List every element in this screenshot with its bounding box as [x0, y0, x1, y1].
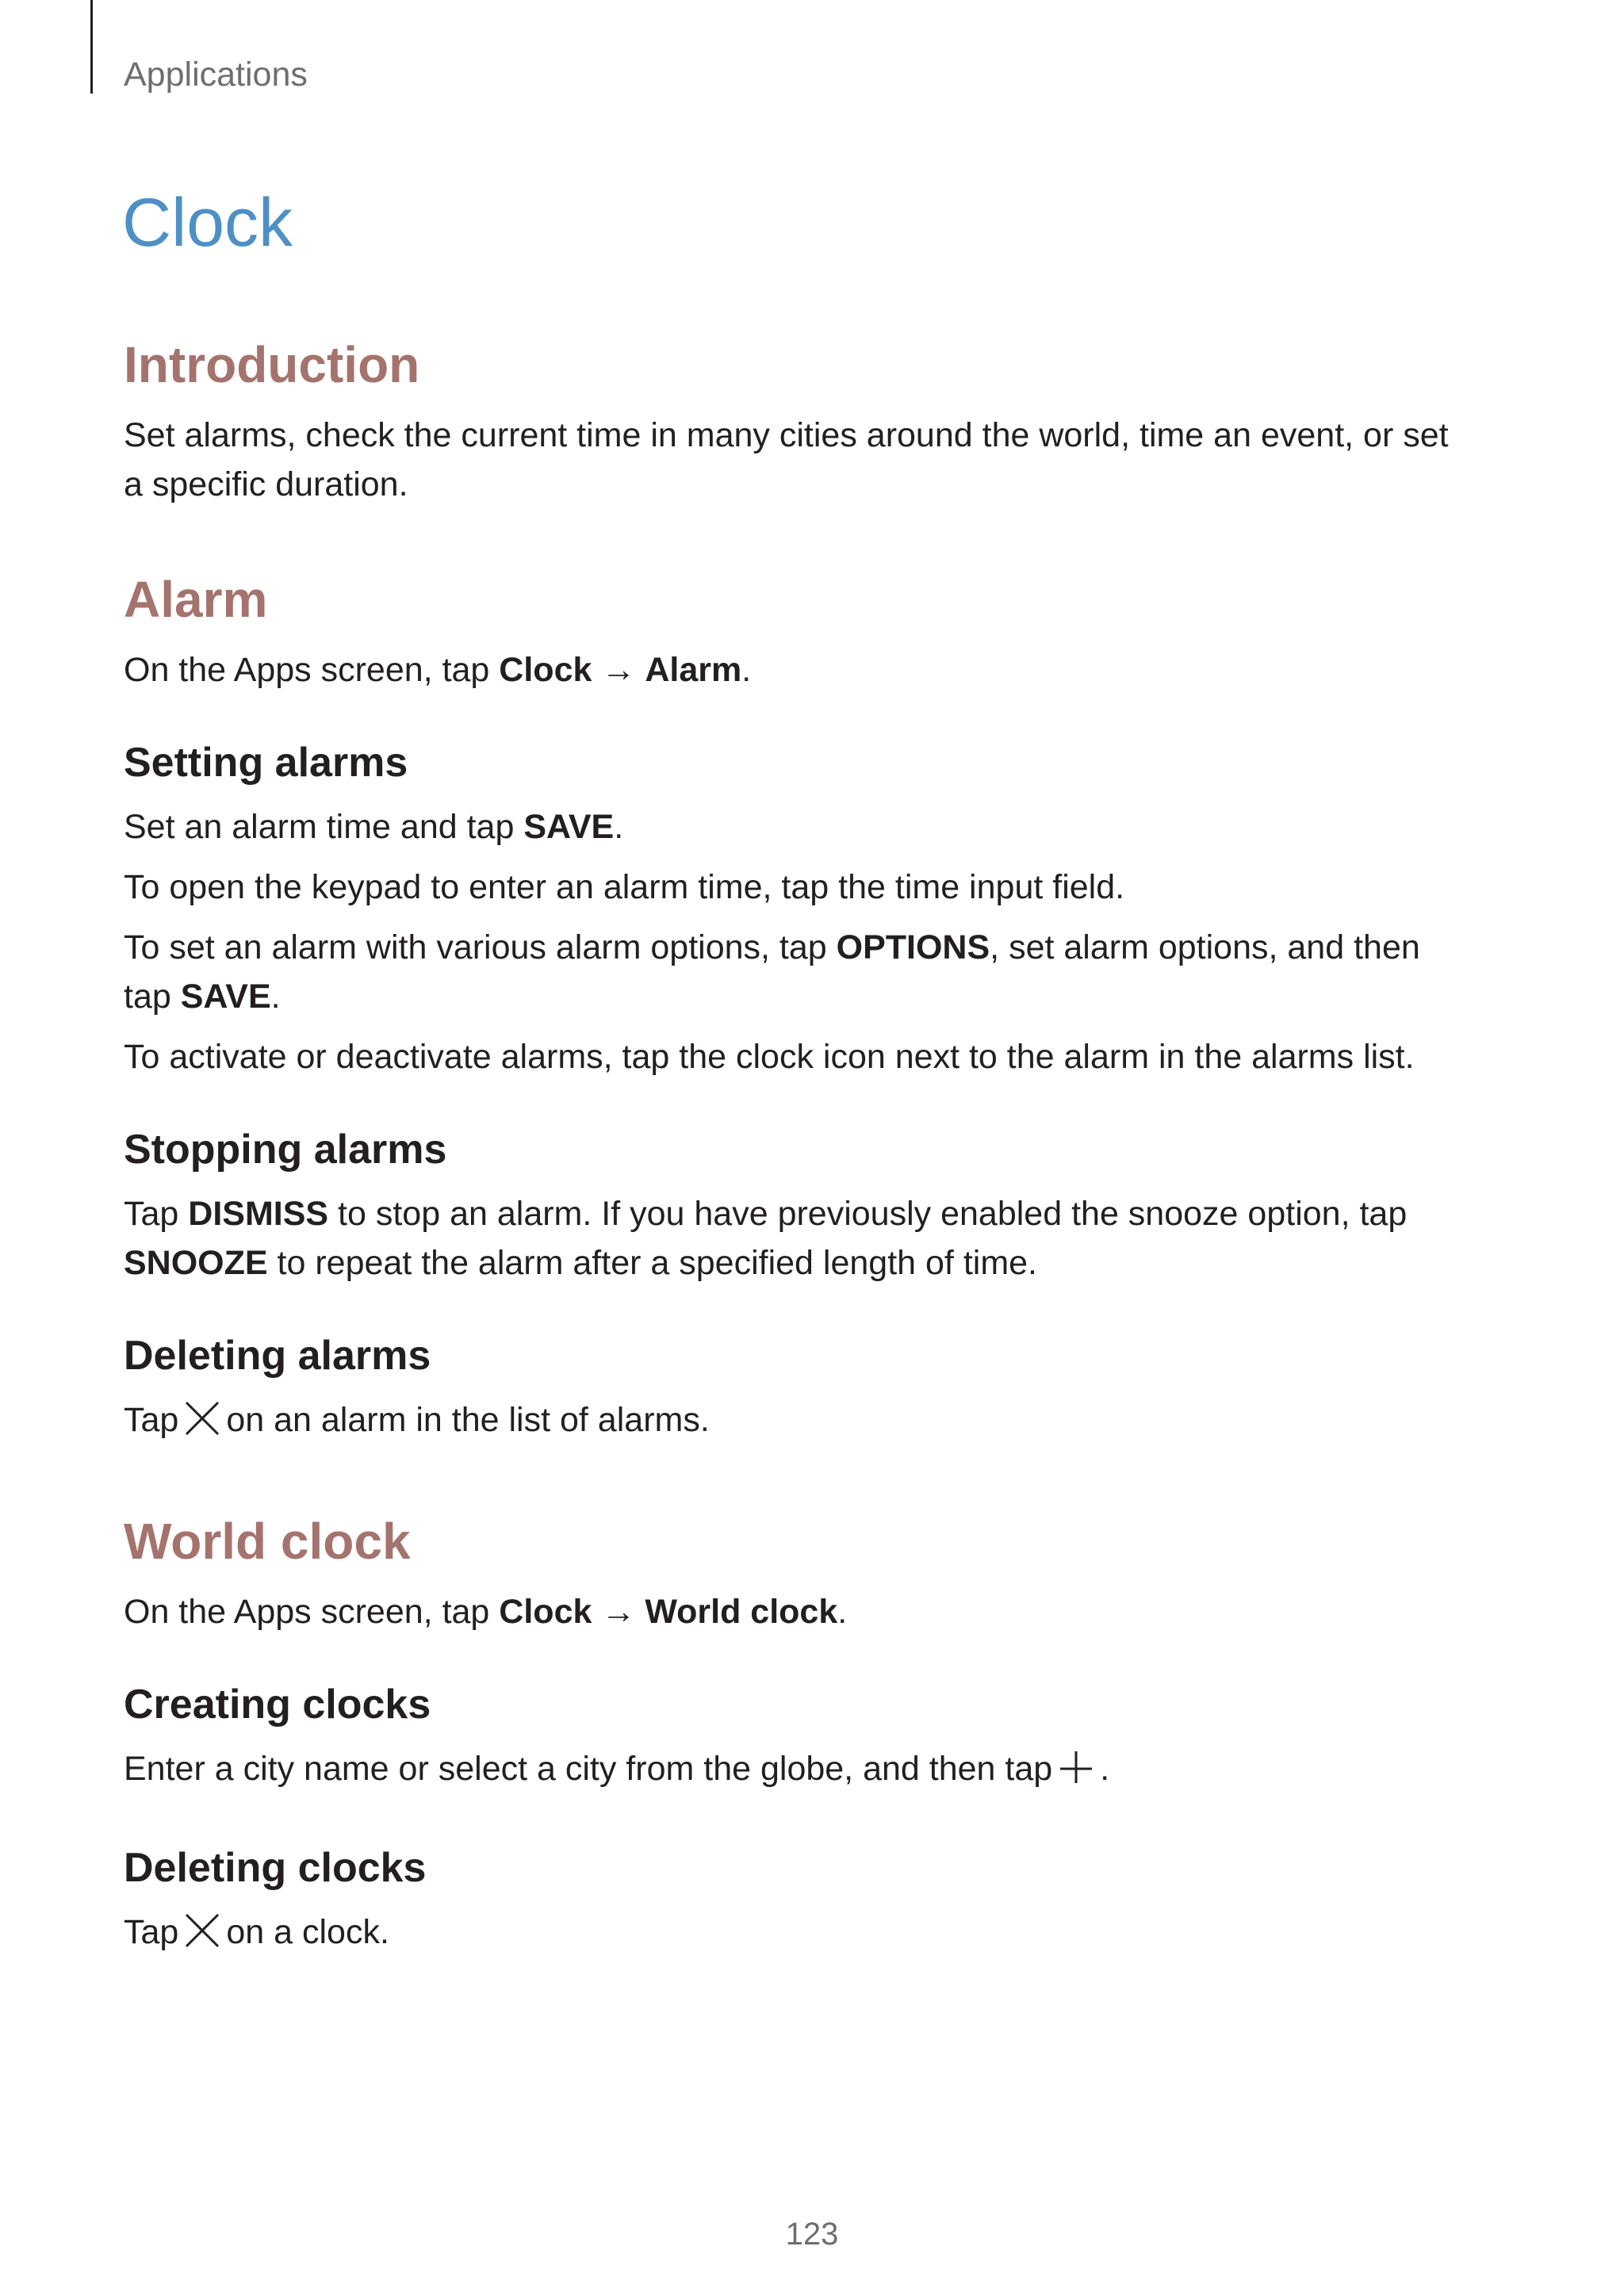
stopping-alarms-text — [124, 1189, 1472, 1288]
alarm-path-suffix: . — [741, 651, 752, 689]
stopping-post: to repeat the alarm after a specified length of time. — [267, 1244, 1037, 1282]
setting-p1-pre: Set an alarm time and tap — [124, 808, 524, 846]
stopping-snooze: SNOOZE — [124, 1244, 268, 1282]
creating-clocks-heading: Creating clocks — [124, 1682, 431, 1728]
creating-clocks-text — [124, 1744, 1472, 1800]
stopping-pre: Tap — [124, 1195, 189, 1233]
creating-clocks-pre: Enter a city name or select a city from the globe, and then tap — [124, 1750, 1053, 1788]
deleting-clocks-text — [124, 1908, 1472, 1963]
creating-clocks-post: . — [1100, 1750, 1110, 1788]
world-clock-path-suffix: . — [837, 1593, 848, 1631]
setting-p3-mid: , set alarm options, and then tap — [124, 928, 1420, 1016]
setting-alarms-p1 — [124, 802, 1472, 851]
page-title: Clock — [122, 185, 293, 261]
deleting-alarms-heading: Deleting alarms — [124, 1333, 431, 1379]
world-clock-heading: World clock — [124, 1513, 411, 1570]
section-label: Applications — [124, 55, 308, 94]
world-clock-path — [124, 1587, 1472, 1636]
introduction-heading: Introduction — [124, 336, 420, 393]
setting-p3-pre: To set an alarm with various alarm options, tap — [124, 928, 837, 966]
deleting-clocks-post: on a clock. — [226, 1913, 389, 1951]
stopping-mid: to stop an alarm. If you have previously enabled the snooze option, tap — [328, 1195, 1408, 1233]
header-rule — [90, 0, 93, 94]
close-icon — [183, 1399, 221, 1451]
setting-p3-options: OPTIONS — [836, 928, 990, 966]
world-clock-path-item: World clock — [645, 1593, 838, 1631]
page-number: 123 — [785, 2217, 839, 2252]
setting-p1-post: . — [614, 808, 624, 846]
deleting-alarms-text — [124, 1395, 1472, 1451]
alarm-path-arrow: → — [592, 651, 645, 689]
deleting-alarms-post: on an alarm in the list of alarms. — [226, 1401, 710, 1439]
introduction-text: Set alarms, check the current time in many cities around the world, time an event, or set a specific duration. — [124, 416, 1449, 503]
deleting-clocks-pre: Tap — [124, 1913, 179, 1951]
stopping-dismiss: DISMISS — [188, 1195, 329, 1233]
alarm-path-app: Clock — [499, 651, 592, 689]
setting-p3-save: SAVE — [180, 978, 271, 1016]
alarm-path-prefix: On the Apps screen, tap — [124, 651, 500, 689]
plus-icon — [1057, 1748, 1095, 1800]
alarm-path — [124, 645, 1472, 695]
setting-alarms-p3 — [124, 923, 1472, 1021]
world-clock-path-app: Clock — [499, 1593, 592, 1631]
setting-alarms-heading: Setting alarms — [124, 740, 408, 786]
setting-alarms-p4: To activate or deactivate alarms, tap the clock icon next to the alarm in the alarms list. — [124, 1038, 1415, 1076]
close-icon — [183, 1911, 221, 1963]
stopping-alarms-heading: Stopping alarms — [124, 1127, 447, 1173]
setting-p1-save: SAVE — [523, 808, 615, 846]
deleting-clocks-heading: Deleting clocks — [124, 1845, 427, 1891]
world-clock-path-arrow: → — [592, 1593, 645, 1631]
alarm-path-item: Alarm — [645, 651, 742, 689]
world-clock-path-prefix: On the Apps screen, tap — [124, 1593, 500, 1631]
setting-alarms-p2: To open the keypad to enter an alarm time, tap the time input field. — [124, 868, 1125, 906]
alarm-heading: Alarm — [124, 571, 268, 628]
page-content — [124, 336, 1472, 1963]
setting-p3-post: . — [270, 978, 281, 1016]
deleting-alarms-pre: Tap — [124, 1401, 179, 1439]
